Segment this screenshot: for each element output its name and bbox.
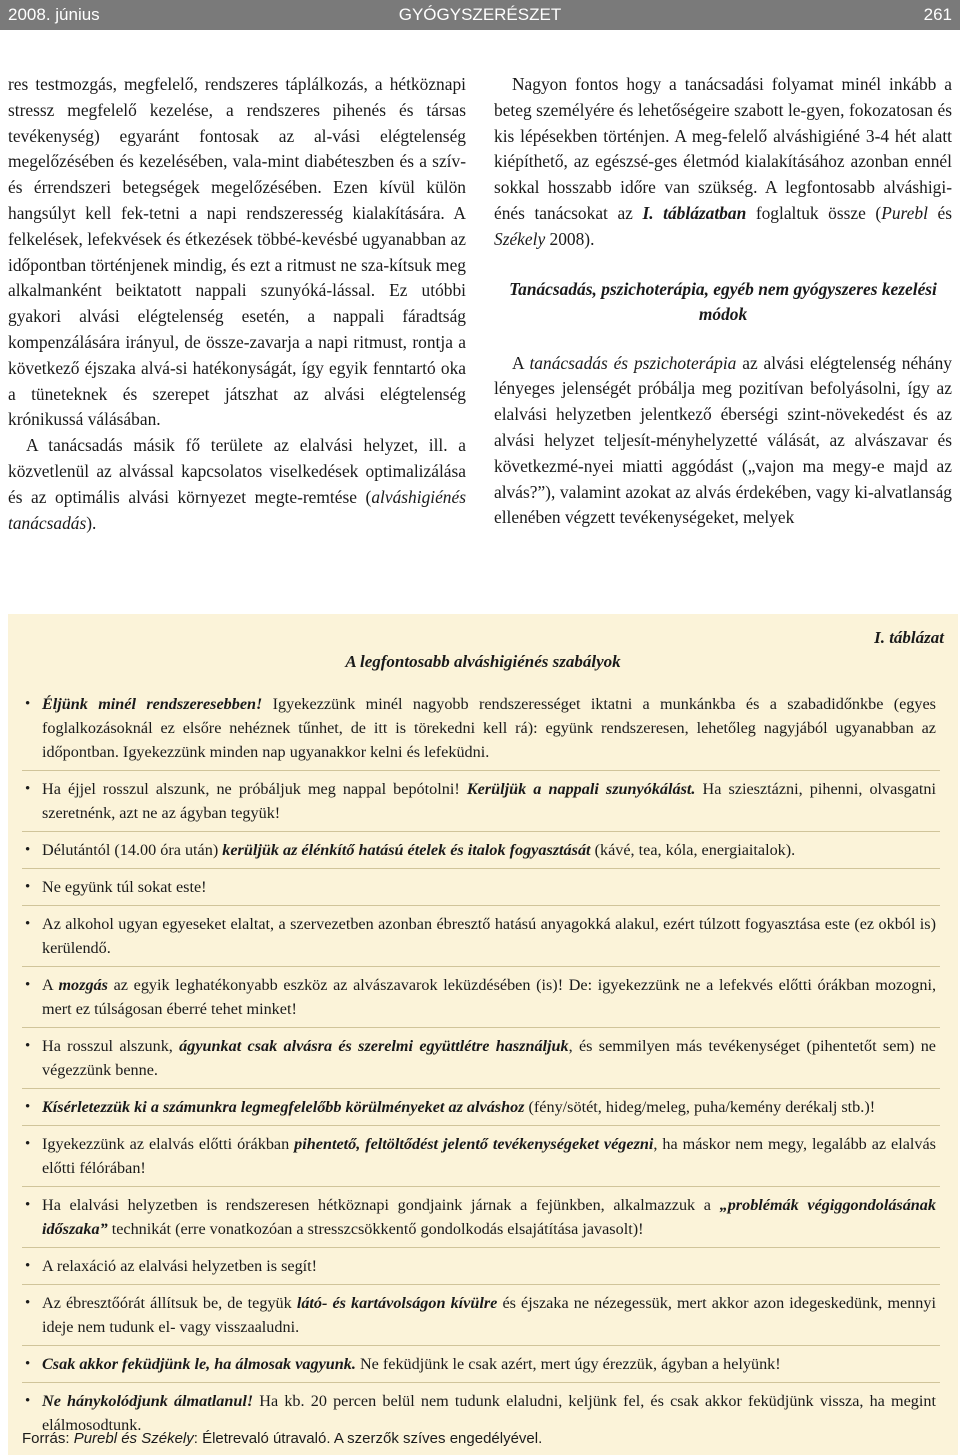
rule-emphasis: Kerüljük a nappali szunyókálást. xyxy=(466,780,696,798)
rule-text: az egyik leghatékonyabb eszköz az alvászavarok leküzdésében (is)! De: igyekezzünk ne a lefekvés előtti órákban mozogni, mert ez túlságosan éberré tehet minket! xyxy=(42,976,937,1018)
rule-item xyxy=(22,869,940,906)
italic-term: tanácsadás és pszichoterápia xyxy=(529,352,737,373)
paragraph-text: az alvási elégtelenség néhány lényeges jelenségét próbálja meg pozitívan befolyásolni, így az elalvási helyzetben jelentkező éberségi szint-növekedést és az alvási helyzet teljesít-ményhelyzetté válását, az alvászavar és következmé-nyei miatti aggódást („vajon ma megy-e majd az alvás?”), valamint azokat az alvás érdekében, vagy ki-alvatlanság ellenében végzett tevékenységeket, melyek xyxy=(494,352,952,528)
rule-text: technikát (erre vonatkozóan a stresszcsökkentő gondolkodás elsajátítása javasolt)! xyxy=(107,1220,644,1238)
rule-item xyxy=(22,1089,940,1126)
rule-text: A xyxy=(42,976,59,994)
rule-text: Ha rosszul alszunk, xyxy=(42,1037,180,1055)
rule-text: (fény/sötét, hideg/meleg, puha/kemény derékalj stb.)! xyxy=(524,1098,876,1116)
bullet-icon: • xyxy=(25,781,31,797)
rule-text: és éjszaka ne nézegessük, mert akkor azon idegeskedünk, mennyi ideje nem tudunk el- vagy visszaaludni. xyxy=(42,1294,936,1336)
bullet-icon: • xyxy=(25,1295,31,1311)
rule-item xyxy=(22,1028,940,1089)
running-header xyxy=(0,0,960,30)
rule-text: Az alkohol ugyan egyeseket elaltat, a szervezetben azonban ébresztő hatású anyagokká alakul, ezért túlzott fogyasztása este (ez okból is) kerülendő. xyxy=(42,915,936,957)
paragraph-text: A tanácsadás másik fő területe az elalvási helyzet, ill. a közvetlenül az alvással kapcsolatos viselkedések optimalizálása és az optimális alvási környezet megte-remtése ( xyxy=(8,435,466,507)
rule-item xyxy=(22,771,940,832)
rule-item xyxy=(22,1248,940,1285)
issue-date: 2008. június xyxy=(8,5,100,24)
rule-text: Ne feküdjünk le csak azért, mert úgy érezzük, ágyban a helyünk! xyxy=(355,1355,781,1373)
section-heading: Tanácsadás, pszichoterápia, egyéb nem gyógyszeres kezelési módok xyxy=(509,278,937,324)
paragraph-text: 2008). xyxy=(545,228,595,249)
rule-text: Az ébresztőórát állítsuk be, de tegyük xyxy=(42,1294,297,1312)
paragraph xyxy=(8,72,466,433)
rule-item xyxy=(22,686,940,771)
bullet-icon: • xyxy=(25,1136,31,1152)
rule-item xyxy=(22,967,940,1028)
table-title: A legfontosabb alváshigiénés szabályok xyxy=(345,652,621,671)
rule-text: , ha máskor nem megy, legalább az elalvás előtti félórában! xyxy=(42,1135,936,1177)
paragraph xyxy=(8,433,466,536)
rule-text: Délutántól (14.00 óra után) xyxy=(42,841,223,859)
table-source xyxy=(22,1430,542,1447)
page-number: 261 xyxy=(923,5,952,24)
rule-emphasis: kerüljük az élénkítő hatású ételek és italok fogyasztását xyxy=(222,841,591,859)
rule-item xyxy=(22,1285,940,1346)
paragraph-text: és xyxy=(927,202,952,223)
bullet-icon: • xyxy=(25,1356,31,1372)
rule-text: , és semmilyen más tevékenységet (pihentetőt sem) ne végezzünk benne. xyxy=(42,1037,936,1079)
rule-text: Ne együnk túl sokat este! xyxy=(42,878,207,896)
rule-item xyxy=(22,1346,940,1383)
sleep-hygiene-table xyxy=(8,614,958,1455)
table-label: I. táblázat xyxy=(874,628,944,647)
source-prefix: Forrás: xyxy=(22,1430,74,1447)
paragraph-text: A xyxy=(512,352,530,373)
right-column xyxy=(494,72,952,531)
journal-title: GYÓGYSZERÉSZET xyxy=(398,5,562,24)
rule-text: Ha elalvási helyzetben is rendszeresen hétköznapi gondjaink járnak a fejünkben, alkalmazzuk a xyxy=(42,1196,720,1214)
rule-item xyxy=(22,906,940,967)
bullet-icon: • xyxy=(25,1393,31,1409)
rule-text: Ha éjjel rosszul alszunk, ne próbáljuk meg nappal bepótolni! xyxy=(42,780,467,798)
source-authors: Purebl és Székely xyxy=(73,1430,194,1447)
paragraph-text: res testmozgás, megfelelő, rendszeres táplálkozás, a hétköznapi stressz megfelelő kezelése, a rendszeres pihenés és társas tevékenység) egyaránt fontosak az al-vási elégtelenség megelőzésében és kezelésében, vala-mint diabéteszben és a szív- és érrendszeri betegségek megelőzésében. Ezen kívül külön hangsúlyt kell fek-tetni a napi rendszeresség kialakítására. A felkelések, lefekvések és étkezések többé-kevésbé ugyanabban az időpontban történjenek mindig, és ezt a ritmust ne sza-kítsuk meg alkalmanként beiktatott nappali szunyóká-lással. Ez utóbbi gyakori alvási elégtelenség esetén, a nappali fáradtság kompenzálására irányul, de össze-zavarja a napi ritmust, rontja a következő éjszaka alvá-si hatékonyságát, így egyik fenntartó oka a tüneteknek és szerepet játszhat az alvási elégtelenség krónikussá válásában. xyxy=(8,74,466,430)
rule-emphasis: Kísérletezzük ki a számunkra legmegfelelőbb körülményeket az alváshoz xyxy=(42,1098,525,1116)
rule-emphasis: pihentető, feltöltődést jelentő tevékenységeket végezni xyxy=(294,1135,654,1153)
bullet-icon: • xyxy=(25,1258,31,1274)
author-name: Székely xyxy=(494,228,546,249)
paragraph-text: Nagyon fontos hogy a tanácsadási folyamat minél inkább a beteg személyére és lehetőségeire szabott le-gyen, fokozatosan és kis lépésekben történjen. A meg-felelő alváshigiéné 3-4 hét alatt kiépíthető, az egészsé-ges életmód kialakításához azonban ennél sokkal hosszabb időre van szükség. A legfontosabb alváshigi-énés tanácsokat az xyxy=(494,74,952,223)
rule-emphasis: Ne hánykolódjunk álmatlanul! xyxy=(42,1392,254,1410)
rule-emphasis: „problémák végiggondolásának időszaka” xyxy=(42,1196,936,1238)
paragraph xyxy=(494,351,952,532)
rule-emphasis: ágyunkat csak alvásra és szerelmi együttlétre használjuk xyxy=(179,1037,569,1055)
bullet-icon: • xyxy=(25,879,31,895)
rule-text: (kávé, tea, kóla, energiaitalok). xyxy=(590,841,796,859)
paragraph-text: foglaltuk össze ( xyxy=(746,202,882,223)
bullet-icon: • xyxy=(25,1038,31,1054)
bullet-icon: • xyxy=(25,1099,31,1115)
bullet-icon: • xyxy=(25,977,31,993)
rule-text: Ha kb. 20 percen belül nem tudunk elaludni, keljünk fel, és csak akkor feküdjünk vissza, ha megint elálmosodtunk. xyxy=(42,1392,936,1434)
author-name: Purebl xyxy=(881,202,928,223)
rule-text: Igyekezzünk minél nagyobb rendszerességet iktatni a munkánkba és a szabadidőnkbe (egyes foglalkozásoknál ez elsőre nehéznek tűnhet, de itt is törekedni kell rá): együnk rendszeresen, lehetőleg nagyjából ugyanabban az időpontban. Igyekezzünk minden nap ugyanakkor kelni és lefeküdni. xyxy=(42,695,936,761)
rule-item xyxy=(22,1187,940,1248)
bullet-icon: • xyxy=(25,842,31,858)
table-reference: I. táblázatban xyxy=(642,202,747,223)
rule-emphasis: Éljünk minél rendszeresebben! xyxy=(42,695,263,713)
rule-emphasis: Csak akkor feküdjünk le, ha álmosak vagyunk. xyxy=(42,1355,356,1373)
rule-text: Igyekezzünk az elalvás előtti órákban xyxy=(42,1135,295,1153)
rule-emphasis: látó- és kartávolságon kívülre xyxy=(296,1294,498,1312)
rules-list xyxy=(22,686,940,1443)
bullet-icon: • xyxy=(25,1197,31,1213)
source-text: : Életrevaló útravaló. A szerzők szíves engedélyével. xyxy=(193,1430,543,1447)
rule-item xyxy=(22,1126,940,1187)
left-column xyxy=(8,72,466,536)
rule-emphasis: mozgás xyxy=(58,976,108,994)
paragraph-text: ). xyxy=(86,512,97,533)
rule-text: A relaxáció az elalvási helyzetben is segít! xyxy=(42,1257,318,1275)
rule-item xyxy=(22,832,940,869)
paragraph xyxy=(494,72,952,253)
italic-term: alváshigiénés tanácsadás xyxy=(8,486,466,533)
bullet-icon: • xyxy=(25,696,31,712)
bullet-icon: • xyxy=(25,916,31,932)
rule-text: Ha sziesztázni, pihenni, olvasgatni szeretnénk, azt ne az ágyban tegyük! xyxy=(42,780,936,822)
